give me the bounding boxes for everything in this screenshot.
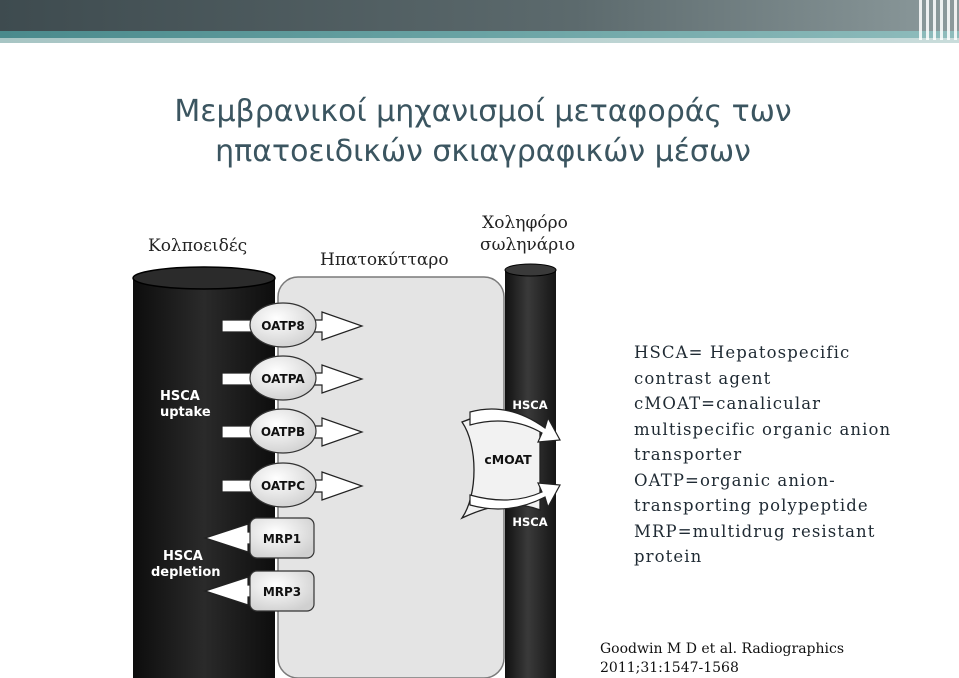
legend-line: HSCA= Hepatospecific bbox=[634, 343, 851, 362]
sinusoid-label: Κολποειδές bbox=[148, 236, 248, 256]
hsca-bottom-label: HSCA bbox=[512, 515, 548, 529]
cmoat-label: cMOAT bbox=[484, 452, 532, 467]
legend-line: multispecific organic anion bbox=[634, 419, 892, 439]
depletion-label-1: HSCA bbox=[163, 549, 203, 564]
legend-line: MRP=multidrug resistant bbox=[634, 521, 876, 541]
hsca-top-label: HSCA bbox=[512, 398, 548, 412]
uptake-label-2: uptake bbox=[160, 405, 211, 420]
uptake-label-1: HSCA bbox=[160, 389, 200, 404]
legend-line: protein bbox=[634, 547, 703, 566]
oatpc-label: OATPC bbox=[260, 479, 306, 493]
citation-line-1: Goodwin M D et al. Radiographics bbox=[600, 641, 845, 657]
citation bbox=[600, 640, 930, 678]
title-line-2: ηπατοειδικών σκιαγραφικών μέσων bbox=[215, 134, 751, 169]
legend-line: OATP=organic anion- bbox=[634, 470, 836, 490]
canaliculus-label-line-1: Χοληφόρο bbox=[482, 213, 568, 233]
abbreviation-legend bbox=[634, 340, 934, 570]
mrp3-label: MRP3 bbox=[262, 585, 302, 599]
title-line-1: Μεμβρανικοί μηχανισμοί μεταφοράς των bbox=[174, 94, 792, 129]
oatp8-label: OATP8 bbox=[261, 319, 305, 333]
legend-line: transporter bbox=[634, 445, 743, 464]
hepatocyte-label: Ηπατοκύτταρο bbox=[320, 250, 449, 270]
depletion-label-2: depletion bbox=[151, 565, 221, 580]
legend-line: contrast agent bbox=[634, 368, 772, 388]
oatpb-label: OATPB bbox=[260, 425, 306, 439]
legend-line: cMOAT=canalicular bbox=[634, 394, 822, 413]
mrp1-label: MRP1 bbox=[262, 532, 302, 546]
legend-line: transporting polypeptide bbox=[634, 496, 869, 515]
citation-line-2: 2011;31:1547-1568 bbox=[600, 660, 739, 676]
canaliculus-label-line-2: σωληνάριο bbox=[480, 235, 576, 255]
oatpa-label: OATPA bbox=[261, 372, 305, 386]
